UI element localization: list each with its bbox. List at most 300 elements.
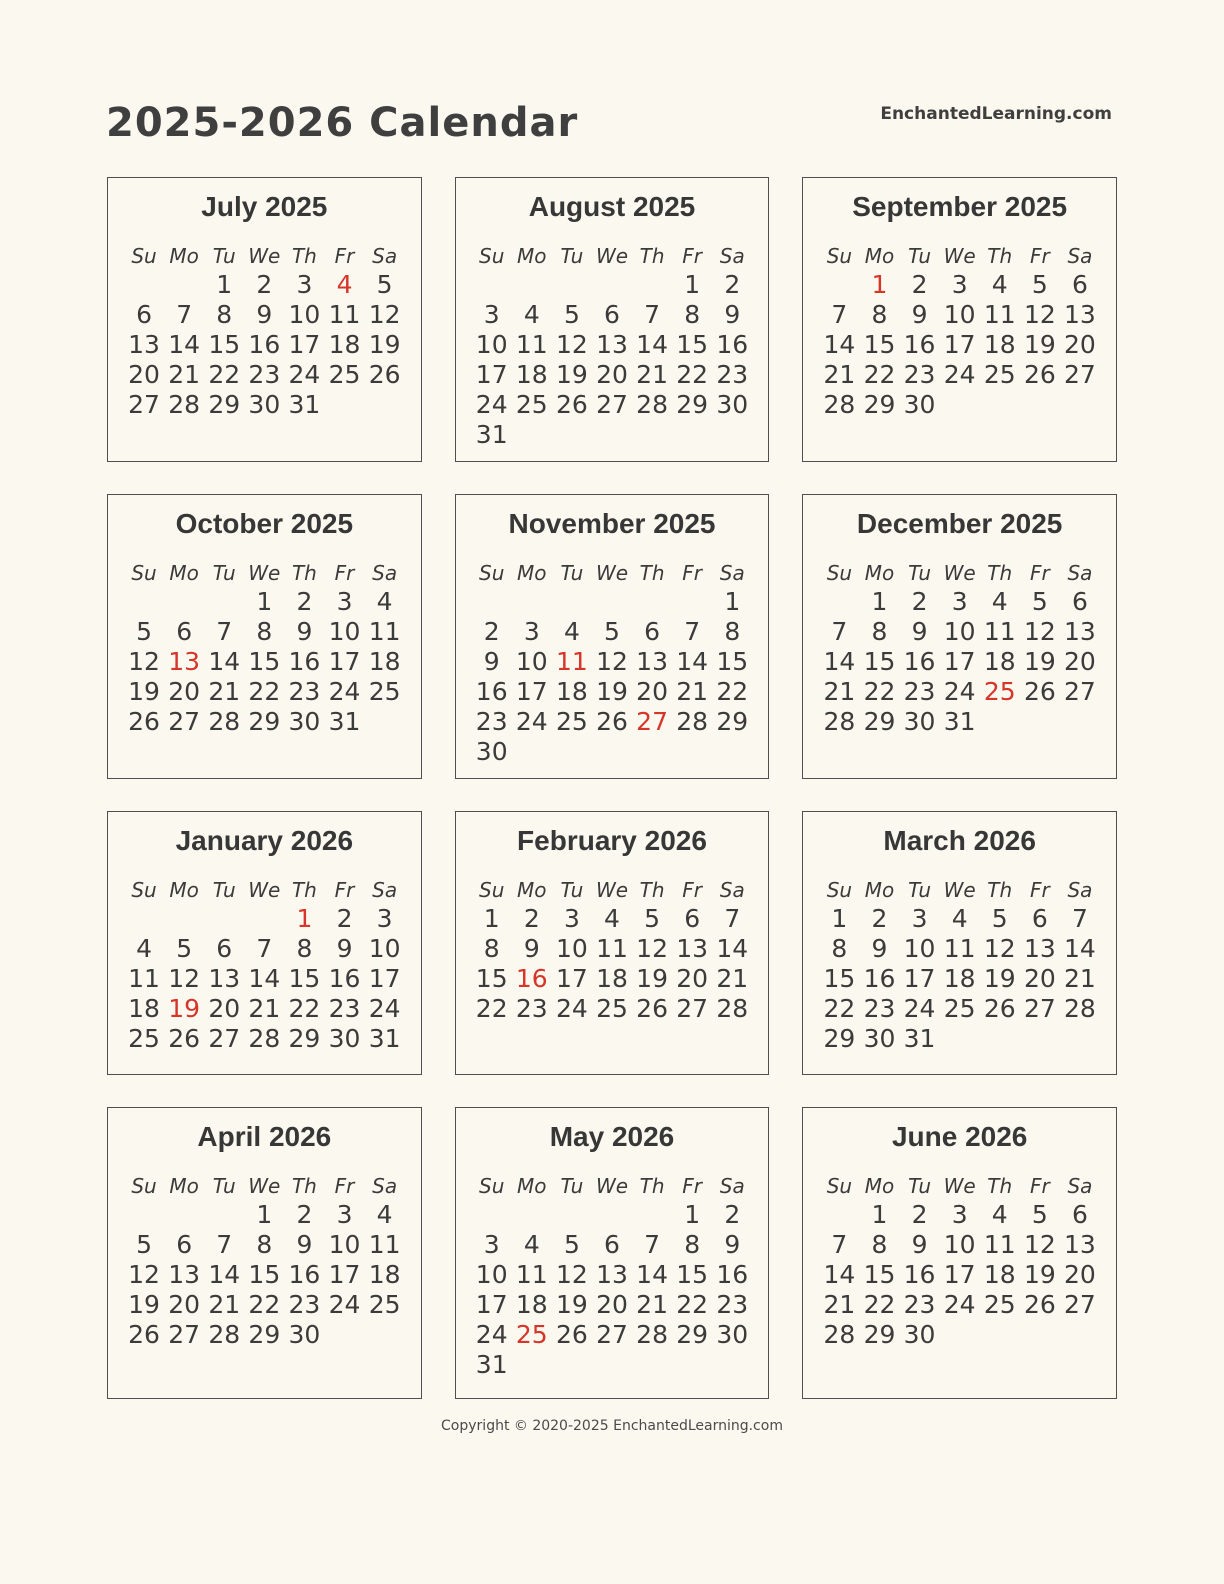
day-cell: 4	[136, 934, 152, 963]
day-cell: 27	[596, 390, 628, 419]
day-cell: 17	[475, 360, 508, 389]
empty-cell	[124, 587, 164, 617]
day-cell: 23	[903, 1290, 936, 1319]
day-cell: 14	[208, 1260, 241, 1289]
day-cell: 28	[823, 707, 856, 736]
weekday-label: Sa	[719, 1174, 745, 1198]
weekday-label: Th	[639, 1174, 665, 1198]
day-cell: 27	[168, 1320, 201, 1349]
day-cell: 6	[684, 904, 701, 933]
day-cell: 20	[1064, 647, 1096, 676]
day-cell: 16	[903, 1260, 936, 1289]
site-name-label: EnchantedLearning.com	[880, 104, 1112, 124]
weekday-label: Tu	[908, 244, 931, 268]
day-cell: 20	[128, 360, 160, 389]
day-cell: 27	[596, 1320, 628, 1349]
empty-cell	[592, 1200, 632, 1230]
day-cell: 17	[943, 1260, 976, 1289]
weekday-label: We	[595, 561, 629, 585]
weekday-label: Tu	[560, 244, 584, 268]
day-cell: 24	[943, 1290, 976, 1319]
day-cell: 29	[208, 390, 241, 419]
day-cell: 19	[128, 1290, 160, 1319]
weekday-label: Mo	[864, 561, 895, 585]
weekday-header-row	[124, 1174, 405, 1198]
day-cell: 22	[248, 677, 281, 706]
empty-cell	[472, 270, 512, 300]
day-cell: 6	[176, 1230, 193, 1259]
weekday-label: Fr	[682, 561, 703, 585]
day-cell: 7	[831, 617, 848, 646]
month-calendar	[455, 1107, 770, 1399]
day-cell: 23	[475, 707, 508, 736]
day-cell: 9	[296, 617, 313, 646]
day-cell: 13	[596, 1260, 628, 1289]
day-cell: 18	[368, 647, 401, 676]
day-cell: 13	[1064, 300, 1096, 329]
day-cell: 3	[563, 904, 580, 933]
day-cell: 23	[328, 994, 361, 1023]
day-cell: 6	[1031, 904, 1048, 933]
weekday-label: Tu	[908, 561, 931, 585]
day-cell: 12	[1023, 1230, 1056, 1259]
month-calendar	[455, 177, 770, 462]
day-cell: 18	[515, 360, 548, 389]
day-cell: 1	[684, 270, 701, 299]
month-title: January 2026	[175, 825, 354, 856]
day-cell: 16	[863, 964, 896, 993]
day-cell: 8	[871, 1230, 888, 1259]
weekday-header-row	[124, 878, 405, 902]
weekday-header-row	[124, 561, 405, 585]
weekday-label: Fr	[334, 244, 355, 268]
day-cell: 30	[716, 1320, 749, 1349]
day-cell: 8	[684, 1230, 701, 1259]
empty-cell	[124, 270, 164, 300]
empty-cell	[592, 587, 632, 617]
day-cell: 5	[136, 1230, 152, 1259]
day-cell: 7	[831, 300, 848, 329]
day-cell: 17	[475, 1290, 508, 1319]
day-cell: 10	[943, 1230, 976, 1259]
day-cell: 10	[328, 1230, 361, 1259]
day-cell: 12	[368, 300, 401, 329]
day-cell: 25	[515, 390, 548, 419]
weekday-label: Sa	[1067, 878, 1093, 902]
day-cell: 29	[863, 707, 896, 736]
weekday-label: Mo	[169, 561, 199, 585]
weekday-label: Fr	[1029, 878, 1050, 902]
weekday-label: Sa	[372, 878, 398, 902]
day-cell: 28	[716, 994, 749, 1023]
day-cell: 2	[724, 270, 741, 299]
day-cell: 23	[716, 360, 749, 389]
day-cell: 14	[676, 647, 709, 676]
day-cell: 7	[644, 1230, 661, 1259]
weekday-label: Sa	[719, 244, 745, 268]
day-cell: 26	[596, 707, 628, 736]
empty-cell	[204, 1200, 244, 1230]
weekday-label: Su	[479, 878, 505, 902]
day-cell: 7	[216, 1230, 233, 1259]
weekday-label: We	[595, 1174, 629, 1198]
day-cell: 29	[248, 1320, 281, 1349]
weekday-label: Tu	[212, 561, 236, 585]
day-cell: 29	[716, 707, 749, 736]
empty-cell	[204, 587, 244, 617]
day-cell: 25	[983, 677, 1016, 706]
day-cell: 3	[523, 617, 540, 646]
day-cell: 22	[475, 994, 508, 1023]
day-cell: 15	[288, 964, 321, 993]
day-cell: 23	[288, 677, 321, 706]
day-cell: 7	[724, 904, 741, 933]
day-cell: 4	[376, 587, 393, 616]
day-cell: 11	[983, 300, 1016, 329]
day-cell: 2	[724, 1200, 741, 1229]
day-cell: 12	[555, 1260, 588, 1289]
day-grid	[472, 1200, 753, 1380]
day-cell: 1	[871, 1200, 888, 1229]
day-cell: 2	[911, 587, 928, 616]
day-cell: 31	[475, 1350, 508, 1379]
empty-cell	[472, 587, 512, 617]
month-title: August 2025	[528, 191, 696, 222]
day-cell: 19	[1023, 647, 1056, 676]
weekday-label: We	[595, 878, 629, 902]
day-cell: 21	[168, 360, 201, 389]
day-cell: 23	[716, 1290, 749, 1319]
empty-cell	[819, 1200, 859, 1230]
month-title: September 2025	[852, 191, 1068, 222]
day-cell: 11	[943, 934, 976, 963]
day-cell: 21	[208, 1290, 241, 1319]
day-cell: 26	[636, 994, 668, 1023]
day-cell: 16	[515, 964, 548, 993]
day-cell: 8	[296, 934, 313, 963]
day-cell: 18	[368, 1260, 401, 1289]
day-cell: 18	[983, 647, 1016, 676]
day-cell: 25	[515, 1320, 548, 1349]
day-cell: 12	[1023, 300, 1056, 329]
day-cell: 31	[288, 390, 321, 419]
day-cell: 7	[216, 617, 233, 646]
weekday-label: Fr	[334, 878, 355, 902]
empty-cell	[672, 587, 712, 617]
day-cell: 12	[636, 934, 668, 963]
day-cell: 13	[1064, 1230, 1096, 1259]
day-cell: 18	[983, 1260, 1016, 1289]
day-cell: 15	[863, 330, 896, 359]
weekday-label: Su	[479, 1174, 505, 1198]
day-cell: 23	[863, 994, 896, 1023]
day-cell: 29	[676, 1320, 709, 1349]
weekday-label: We	[248, 878, 281, 902]
month-calendar	[107, 177, 422, 462]
weekday-label: We	[248, 244, 281, 268]
weekday-label: Mo	[517, 561, 547, 585]
day-cell: 27	[676, 994, 709, 1023]
day-cell: 26	[128, 707, 160, 736]
day-cell: 21	[208, 677, 241, 706]
day-cell: 28	[823, 1320, 856, 1349]
weekday-label: Th	[291, 561, 317, 585]
weekday-label: Th	[639, 878, 665, 902]
empty-cell	[124, 904, 164, 934]
weekday-label: Fr	[334, 1174, 355, 1198]
day-cell: 7	[256, 934, 273, 963]
day-cell: 28	[1064, 994, 1096, 1023]
day-grid	[819, 904, 1100, 1054]
month-calendar	[107, 494, 422, 779]
day-cell: 7	[831, 1230, 848, 1259]
day-cell: 19	[1023, 1260, 1056, 1289]
weekday-header-row	[819, 561, 1100, 585]
weekday-label: Su	[826, 878, 853, 902]
day-cell: 26	[368, 360, 401, 389]
day-cell: 16	[903, 647, 936, 676]
weekday-label: Sa	[1067, 561, 1093, 585]
day-cell: 4	[336, 270, 353, 299]
month-calendar	[455, 494, 770, 779]
weekday-label: Mo	[517, 244, 547, 268]
day-cell: 27	[1064, 360, 1096, 389]
day-cell: 19	[1023, 330, 1056, 359]
day-cell: 9	[724, 300, 741, 329]
weekday-label: Fr	[1029, 561, 1050, 585]
day-grid	[124, 1200, 405, 1350]
day-cell: 20	[1064, 1260, 1096, 1289]
day-cell: 30	[863, 1024, 896, 1053]
weekday-label: Mo	[864, 244, 895, 268]
day-cell: 26	[1023, 677, 1056, 706]
day-cell: 20	[168, 677, 201, 706]
weekday-header-row	[472, 244, 753, 268]
day-cell: 19	[983, 964, 1016, 993]
day-cell: 30	[328, 1024, 361, 1053]
day-cell: 26	[168, 1024, 201, 1053]
weekday-label: Sa	[719, 561, 745, 585]
day-cell: 16	[475, 677, 508, 706]
day-cell: 15	[676, 1260, 709, 1289]
day-cell: 10	[515, 647, 548, 676]
day-cell: 31	[475, 420, 508, 449]
day-cell: 13	[596, 330, 628, 359]
day-cell: 4	[991, 270, 1008, 299]
day-cell: 26	[1023, 1290, 1056, 1319]
day-cell: 27	[1064, 677, 1096, 706]
day-cell: 7	[644, 300, 661, 329]
weekday-label: Mo	[169, 878, 199, 902]
weekday-label: Fr	[682, 878, 703, 902]
day-cell: 3	[911, 904, 928, 933]
day-cell: 28	[636, 1320, 668, 1349]
day-cell: 22	[248, 1290, 281, 1319]
empty-cell	[472, 1200, 512, 1230]
day-cell: 9	[911, 617, 928, 646]
day-cell: 17	[555, 964, 588, 993]
day-cell: 16	[716, 330, 749, 359]
day-cell: 11	[555, 647, 588, 676]
day-cell: 20	[208, 994, 241, 1023]
day-cell: 2	[296, 1200, 313, 1229]
day-cell: 17	[328, 647, 361, 676]
day-cell: 22	[676, 360, 709, 389]
weekday-label: Th	[291, 244, 317, 268]
weekday-label: Th	[639, 561, 665, 585]
day-cell: 10	[475, 330, 508, 359]
day-cell: 1	[684, 1200, 701, 1229]
day-cell: 23	[903, 677, 936, 706]
weekday-label: Mo	[517, 878, 547, 902]
weekday-label: Sa	[1067, 244, 1093, 268]
day-cell: 5	[1031, 587, 1048, 616]
day-cell: 23	[903, 360, 936, 389]
day-cell: 14	[636, 330, 668, 359]
day-cell: 10	[288, 300, 321, 329]
weekday-label: Su	[826, 244, 853, 268]
day-cell: 4	[991, 1200, 1008, 1229]
empty-cell	[552, 270, 592, 300]
day-cell: 8	[256, 1230, 273, 1259]
day-cell: 21	[716, 964, 749, 993]
day-cell: 9	[483, 647, 500, 676]
day-cell: 22	[823, 994, 856, 1023]
day-cell: 22	[288, 994, 321, 1023]
weekday-label: Tu	[560, 561, 584, 585]
day-cell: 9	[256, 300, 273, 329]
day-cell: 11	[515, 330, 548, 359]
day-cell: 10	[943, 300, 976, 329]
day-cell: 18	[328, 330, 361, 359]
day-cell: 1	[296, 904, 313, 933]
day-cell: 27	[208, 1024, 241, 1053]
day-cell: 28	[823, 390, 856, 419]
day-cell: 6	[176, 617, 193, 646]
day-cell: 25	[328, 360, 361, 389]
day-cell: 20	[1023, 964, 1056, 993]
day-cell: 23	[248, 360, 281, 389]
day-cell: 22	[208, 360, 241, 389]
month-calendar	[802, 1107, 1117, 1399]
day-cell: 10	[943, 617, 976, 646]
day-cell: 5	[563, 300, 580, 329]
day-cell: 20	[636, 677, 668, 706]
day-cell: 14	[823, 330, 856, 359]
day-cell: 12	[168, 964, 201, 993]
weekday-label: Mo	[517, 1174, 547, 1198]
day-cell: 13	[168, 1260, 201, 1289]
month-calendar	[802, 494, 1117, 779]
month-calendar	[455, 811, 770, 1075]
empty-cell	[632, 1200, 672, 1230]
month-title: June 2026	[891, 1121, 1028, 1152]
day-cell: 13	[208, 964, 241, 993]
day-cell: 25	[596, 994, 628, 1023]
day-cell: 6	[1071, 270, 1088, 299]
month-title: February 2026	[517, 825, 707, 856]
day-cell: 22	[863, 1290, 896, 1319]
month-calendar	[107, 811, 422, 1075]
weekday-header-row	[472, 561, 753, 585]
day-cell: 22	[676, 1290, 709, 1319]
day-cell: 8	[684, 300, 701, 329]
day-cell: 26	[983, 994, 1016, 1023]
day-cell: 6	[604, 1230, 620, 1259]
day-cell: 12	[596, 647, 628, 676]
month-title: April 2026	[197, 1121, 332, 1152]
day-cell: 12	[128, 1260, 160, 1289]
day-cell: 9	[911, 300, 928, 329]
day-grid	[124, 904, 405, 1054]
day-cell: 30	[288, 707, 321, 736]
day-cell: 11	[983, 617, 1016, 646]
day-cell: 11	[983, 1230, 1016, 1259]
day-cell: 30	[288, 1320, 321, 1349]
day-cell: 22	[863, 360, 896, 389]
weekday-label: Tu	[908, 1174, 931, 1198]
day-grid	[819, 587, 1100, 737]
day-cell: 31	[943, 707, 976, 736]
day-cell: 24	[288, 360, 321, 389]
empty-cell	[512, 1200, 552, 1230]
month-calendar	[107, 1107, 422, 1399]
day-cell: 28	[208, 707, 241, 736]
day-cell: 21	[636, 360, 668, 389]
day-cell: 2	[871, 904, 888, 933]
day-cell: 25	[983, 360, 1016, 389]
day-cell: 16	[716, 1260, 749, 1289]
day-cell: 20	[168, 1290, 201, 1319]
day-cell: 19	[636, 964, 668, 993]
day-cell: 6	[644, 617, 661, 646]
day-cell: 24	[328, 677, 361, 706]
day-cell: 27	[1023, 994, 1056, 1023]
day-cell: 24	[515, 707, 548, 736]
weekday-label: Fr	[1029, 244, 1050, 268]
day-cell: 31	[328, 707, 361, 736]
day-cell: 20	[596, 1290, 628, 1319]
day-cell: 8	[831, 934, 848, 963]
day-cell: 4	[376, 1200, 393, 1229]
day-cell: 15	[475, 964, 508, 993]
day-cell: 17	[515, 677, 548, 706]
weekday-label: We	[943, 878, 976, 902]
day-cell: 25	[943, 994, 976, 1023]
day-cell: 9	[296, 1230, 313, 1259]
weekday-label: Th	[291, 1174, 317, 1198]
day-cell: 2	[523, 904, 540, 933]
day-cell: 5	[1031, 1200, 1048, 1229]
day-cell: 14	[636, 1260, 668, 1289]
weekday-label: Mo	[169, 244, 199, 268]
day-grid	[124, 587, 405, 737]
day-cell: 5	[991, 904, 1008, 933]
day-cell: 30	[716, 390, 749, 419]
day-cell: 2	[296, 587, 313, 616]
month-calendar	[802, 811, 1117, 1075]
weekday-label: Sa	[372, 1174, 398, 1198]
day-cell: 5	[563, 1230, 580, 1259]
day-cell: 1	[216, 270, 233, 299]
day-cell: 21	[636, 1290, 668, 1319]
weekday-header-row	[819, 878, 1100, 902]
copyright-text: Copyright © 2020-2025 EnchantedLearning.com	[441, 1418, 783, 1434]
day-cell: 4	[951, 904, 968, 933]
day-cell: 4	[604, 904, 620, 933]
day-cell: 29	[676, 390, 709, 419]
day-cell: 18	[515, 1290, 548, 1319]
